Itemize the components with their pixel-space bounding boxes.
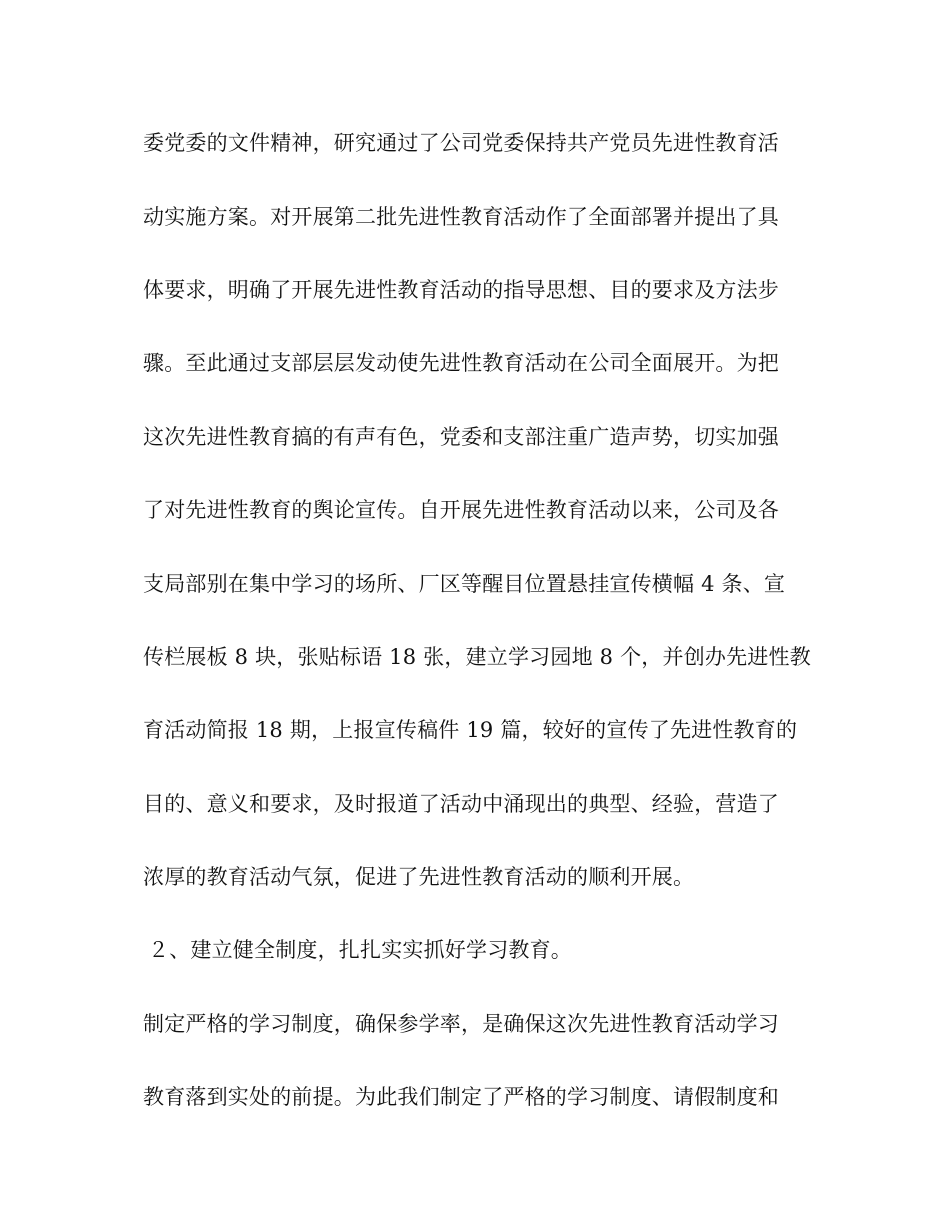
paragraph-line: 育活动简报 18 期，上报宣传稿件 19 篇，较好的宣传了先进性教育的 (143, 718, 798, 742)
paragraph-line: 传栏展板 8 块，张贴标语 18 张，建立学习园地 8 个，并创办先进性教 (143, 645, 811, 669)
paragraph-line: 这次先进性教育搞的有声有色，党委和支部注重广造声势，切实加强 (143, 425, 779, 449)
paragraph-line: 支局部别在集中学习的场所、厂区等醒目位置悬挂宣传横幅 4 条、宣 (143, 572, 786, 596)
paragraph-line: 目的、意义和要求，及时报道了活动中涌现出的典型、经验，营造了 (143, 792, 779, 816)
section-heading: ２、建立健全制度，扎扎实实抓好学习教育。 (148, 938, 572, 962)
paragraph-line: 动实施方案。对开展第二批先进性教育活动作了全面部署并提出了具 (143, 205, 779, 229)
paragraph-line: 了对先进性教育的舆论宣传。自开展先进性教育活动以来，公司及各 (143, 498, 779, 522)
paragraph-line: 浓厚的教育活动气氛，促进了先进性教育活动的顺利开展。 (143, 865, 695, 889)
paragraph-line: 委党委的文件精神，研究通过了公司党委保持共产党员先进性教育活 (143, 131, 779, 155)
paragraph-line: 骤。至此通过支部层层发动使先进性教育活动在公司全面展开。为把 (143, 351, 779, 375)
paragraph-line: 体要求，明确了开展先进性教育活动的指导思想、目的要求及方法步 (143, 278, 779, 302)
paragraph-line: 教育落到实处的前提。为此我们制定了严格的学习制度、请假制度和 (143, 1085, 779, 1109)
paragraph-line: 制定严格的学习制度，确保参学率，是确保这次先进性教育活动学习 (143, 1012, 779, 1036)
